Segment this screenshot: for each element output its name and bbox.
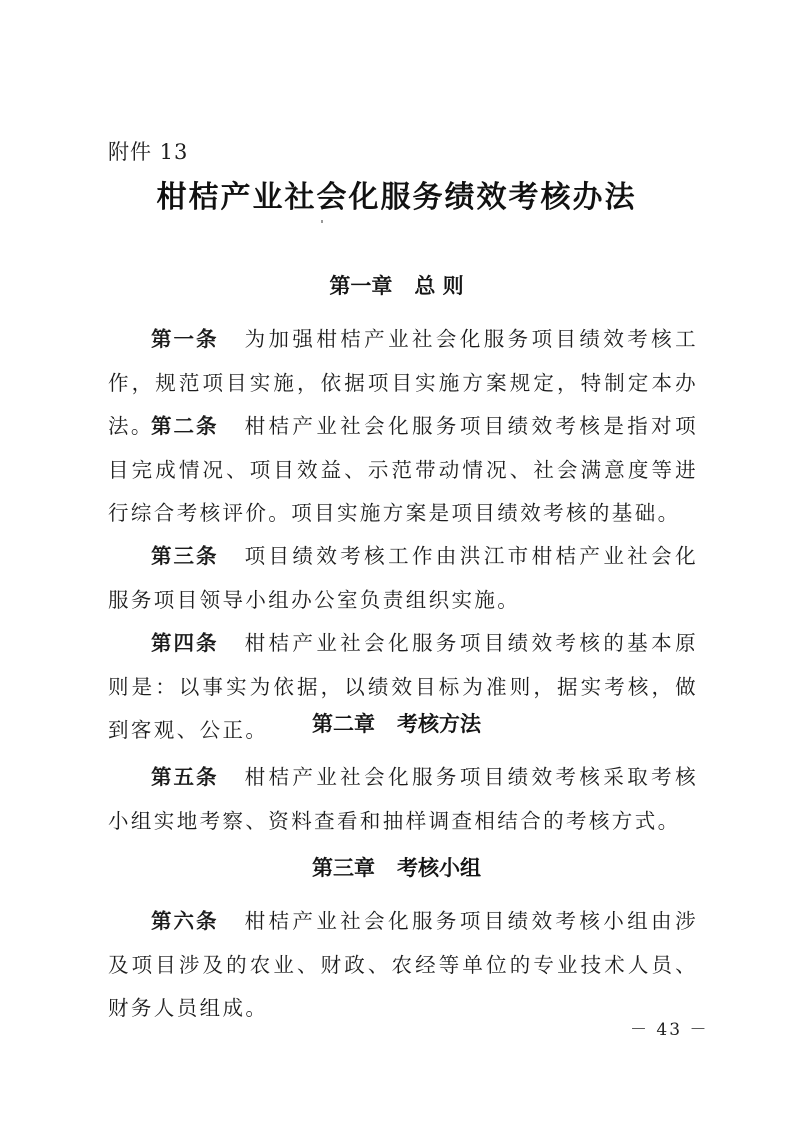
chapter-name: 总 则 xyxy=(414,274,464,298)
article-label: 第二条 xyxy=(150,414,219,438)
article-text: 为加强柑桔产业社会化服务项目绩效考核工作，规范项目实施，依据项目实施方案规定，特制定本办法。 xyxy=(108,327,698,438)
article-text: 柑桔产业社会化服务项目绩效考核小组由涉及项目涉及的农业、财政、农经等单位的专业技术人员、财务人员组成。 xyxy=(108,909,698,1020)
article-label: 第三条 xyxy=(150,544,219,568)
chapter-number: 第三章 xyxy=(312,856,375,880)
attachment-label: 附件 13 xyxy=(108,140,189,164)
chapter-heading-2 xyxy=(0,708,793,738)
article-text: 柑桔产业社会化服务项目绩效考核的基本原则是：以事实为依据，以绩效目标为准则，据实考核，做到客观、公正。 xyxy=(108,631,698,742)
article-3 xyxy=(108,535,698,622)
article-text: 柑桔产业社会化服务项目绩效考核是指对项目完成情况、项目效益、示范带动情况、社会满意度等进行综合考核评价。项目实施方案是项目绩效考核的基础。 xyxy=(108,414,698,525)
article-label: 第六条 xyxy=(150,909,219,933)
article-5 xyxy=(108,756,698,843)
article-text: 项目绩效考核工作由洪江市柑桔产业社会化服务项目领导小组办公室负责组织实施。 xyxy=(108,544,698,612)
article-label: 第一条 xyxy=(150,327,219,351)
chapter-name: 考核小组 xyxy=(397,856,481,880)
article-2 xyxy=(108,405,698,536)
document-title: 柑桔产业社会化服务绩效考核办法 xyxy=(156,180,637,215)
chapter-number: 第一章 xyxy=(329,274,393,298)
chapter-number: 第二章 xyxy=(312,712,375,736)
scan-speck xyxy=(321,220,323,223)
chapter-name: 考核方法 xyxy=(397,712,481,736)
page-number: － 43 － xyxy=(630,1020,709,1040)
article-6 xyxy=(108,900,698,1031)
article-label: 第五条 xyxy=(150,765,219,789)
chapter-heading-1 xyxy=(0,270,793,300)
article-label: 第四条 xyxy=(150,631,219,655)
article-text: 柑桔产业社会化服务项目绩效考核采取考核小组实地考察、资料查看和抽样调查相结合的考核方式。 xyxy=(108,765,698,833)
chapter-heading-3 xyxy=(0,852,793,882)
